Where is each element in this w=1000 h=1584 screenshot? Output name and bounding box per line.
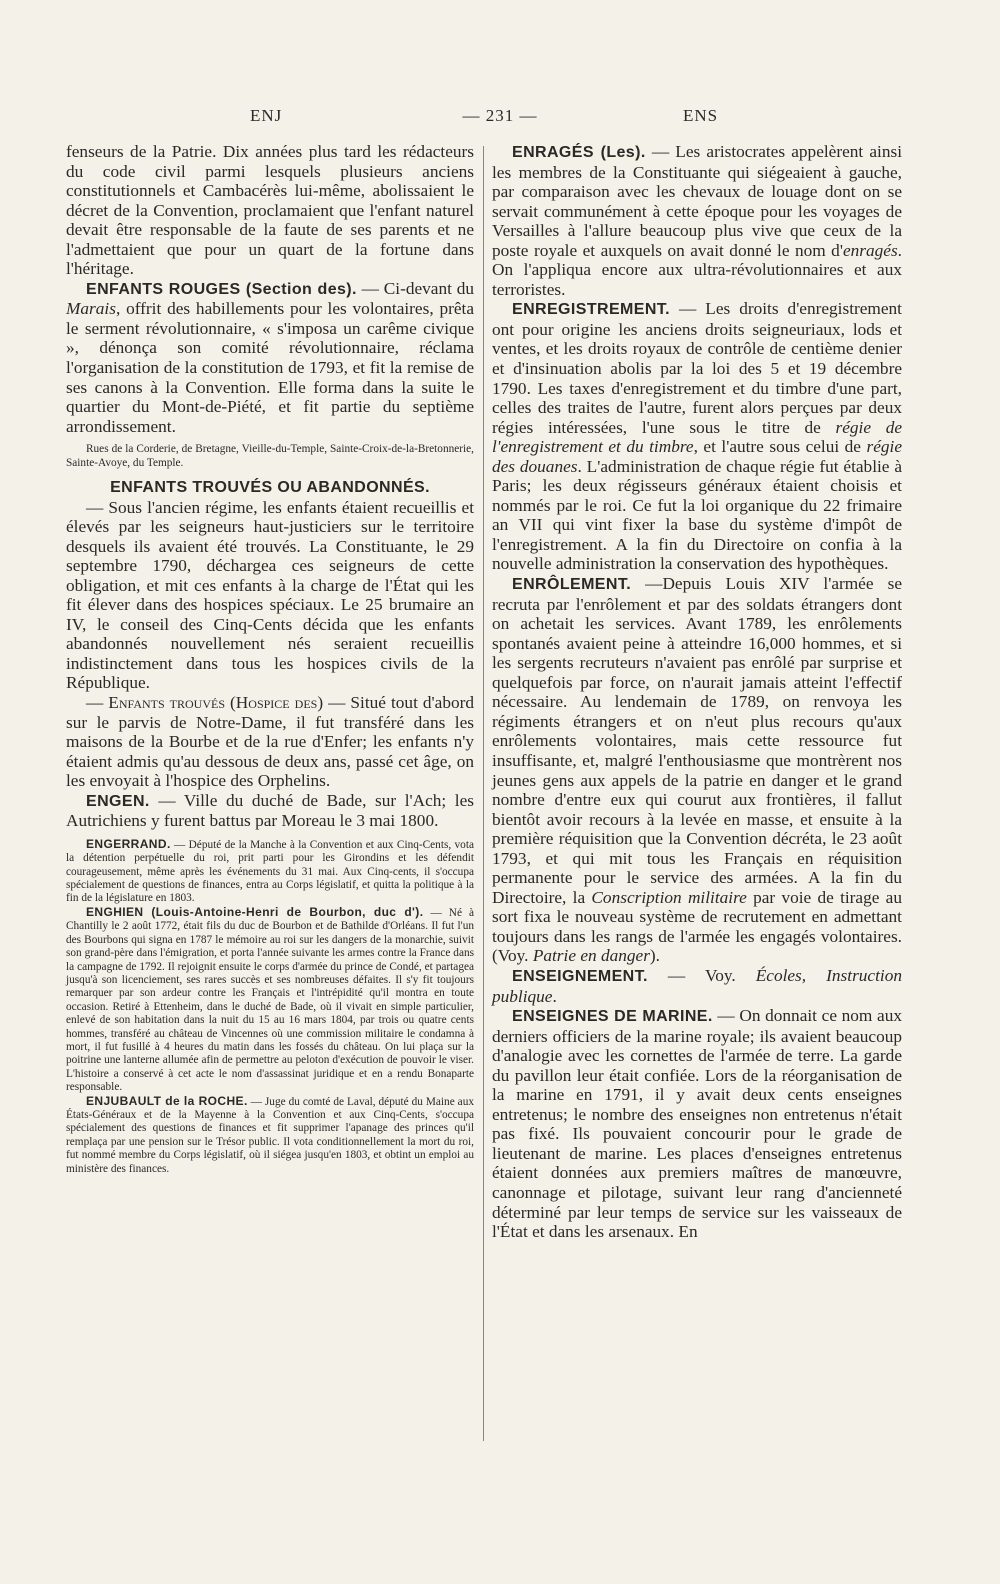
entry-text: ).	[649, 946, 660, 966]
entry-text: , et l'autre sous celui de	[693, 437, 867, 457]
entry-italic: Écoles, Instruction publique	[492, 965, 902, 1006]
running-head-left: ENJ	[250, 106, 283, 125]
entry-heading: ENRÔLEMENT.	[512, 576, 632, 594]
entry-enghien	[66, 906, 474, 1095]
left-column	[66, 142, 474, 1176]
entry-text: , offrit des habillements pour les volontaires, prêta le serment révolutionnaire, « s'imposa un carême civique », dénonça son comité révolutionnaire, réclama l'organisation de la constitution de 1793, et fit la remise de ses canons à la Convention. Elle forma dans la suite le quartier du Mont-de-Piété, et fit partie du septième arrondissement.	[66, 299, 474, 436]
entry-enrolement	[492, 574, 902, 966]
entry-text: — Les aristocrates appelèrent ainsi les membres de la Constituante qui siégeaient à gauche, par comparaison avec les chevaux de louage dont on se servait communément à cette époque pour les voyages de Versailles à l'allure beaucoup plus vive que ceux de la poste royale et auxquels on avait donné le nom d'	[492, 142, 902, 260]
entry-heading: ENJUBAULT de la ROCHE.	[86, 1093, 248, 1108]
entry-text: par voie de tirage au sort fixa le nouveau système de recrutement en admettant toujours dans les rangs de l'armée les engagés volontaires. (Voy.	[492, 887, 902, 966]
entry-text: — Député de la Manche à la Convention et aux Cinq-Cents, vota la détention perpétuelle du roi, prit parti pour les Girondins et les défendit courageusement, même après les événements du 31 mai. Aux Cinq-cents, il s'occupa spécialement de questions de finances, entra au Corps législatif, et quitta la politique à la fin de la législature en 1803.	[66, 838, 474, 905]
entry-title-enfants-trouves: ENFANTS TROUVÉS OU ABANDONNÉS.	[110, 479, 430, 497]
entry-heading: ENFANTS ROUGES (Section des).	[86, 280, 357, 298]
entry-subheading: — Enfants trouvés (Hospice des)	[86, 693, 324, 713]
entry-text: — Les droits d'enregistrement ont pour origine les anciens droits seigneuriaux, lods et ventes, et les droits royaux de contrôle de centième denier et d'insinuation abolis par la loi des 5 et 19 décembre 1790. Les taxes d'enregistrement et du timbre d'une part, celles des traites de l'autre, furent alors perçues par deux régies intéressées, l'une sous le titre de	[492, 299, 902, 437]
entry-hospice	[66, 693, 474, 791]
entry-italic: enragés	[842, 240, 898, 260]
entry-text: —Depuis Louis XIV l'armée se recruta par l'enrôlement et par des soldats étrangers dont on achetait les services. Avant 1789, les enrôlements spontanés avaient peine à atteindre 16,000 hommes, et si les sergents recruteurs n'avaient pas enrôlé par surprise et quelquefois par force, on n'aurait jamais atteint l'effectif nécessaire. Au lendemain de 1789, on renvoya les régiments étrangers et on n'eut plus recours qu'aux enrôlements volontaires, mais cette ressource fut insuffisante, et, malgré l'enthousiasme que montrèrent nos jeunes gens aux appels de la patrie en danger et le grand nombre d'entre eux qui courut aux frontières, il fallut bientôt avoir recours à la levée en masse, et ensuite à la première réquisition que la Convention décréta, le 23 août 1793, et qui mit tous les Français en réquisition permanente pour le service des armées. A la fin du Directoire, la	[492, 574, 902, 907]
entry-enfants-trouves: — Sous l'ancien régime, les enfants étaient recueillis et élevés par les seigneurs haut-justiciers sur le territoire desquels ils avaient été trouvés. La Constituante, le 29 septembre 1790, déchargea ces seigneurs de cette obligation, et mit ces enfants à la charge de l'État qui les fit élever dans des hospices spéciaux. Le 25 brumaire an IV, le conseil des Cinq-Cents décida que les enfants abandonnés nouvellement nés seraient recueillis indistinctement dans tous les hospices civils de la République.	[66, 497, 474, 693]
entry-text: — Voy.	[647, 965, 756, 985]
entry-enrages	[492, 142, 902, 299]
entry-italic: régie des douanes	[492, 437, 902, 476]
entry-heading: ENREGISTREMENT.	[512, 301, 671, 319]
page-number: — 231 —	[462, 106, 538, 125]
entry-text: . On l'appliqua encore aux ultra-révolutionnaires et aux terroristes.	[492, 240, 902, 299]
entry-italic: Marais	[66, 299, 116, 319]
right-column	[492, 142, 902, 1242]
entry-text: — On donnait ce nom aux derniers officiers de la marine royale; ils avaient beaucoup d'analogie avec les cornettes de l'armée de terre. La garde du pavillon leur était confiée. Lors de la réorganisation de la marine en 1791, il y avait deux cents enseignes entretenus; le nombre des enseignes non entretenus n'était pas fixé. Ils pouvaient concourir pour le grade de lieutenant de marine. Les places d'enseignes entretenus étaient données aux premiers maîtres de manœuvre, canonnage et pilotage, suivant leur rang d'ancienneté déterminé par leur temps de service sur les vaisseaux de l'État et dans les arsenaux. En	[492, 1006, 902, 1242]
entry-italic: Patrie en danger	[532, 946, 650, 966]
entry-heading: ENSEIGNES DE MARINE.	[512, 1008, 713, 1026]
entry-italic: régie de l'enregistrement et du timbre	[492, 417, 903, 457]
entry-enseignement	[492, 966, 902, 1006]
entry-enjubault	[66, 1095, 474, 1176]
entry-heading: ENRAGÉS (Les).	[512, 144, 646, 161]
entry-note: Rues de la Corderie, de Bretagne, Vieille-du-Temple, Sainte-Croix-de-la-Bretonnerie, Sainte-Avoye, du Temple.	[66, 443, 474, 469]
entry-text: — Ci-devant du	[356, 278, 474, 298]
running-head-right: ENS	[683, 106, 719, 125]
entry-engerrand	[66, 838, 474, 906]
entry-enregistrement	[492, 299, 902, 574]
entry-engen	[66, 791, 474, 831]
column-divider	[483, 146, 484, 1441]
entry-enfants-rouges	[66, 279, 474, 436]
entry-continuation: fenseurs de la Patrie. Dix années plus tard les rédacteurs du code civil parmi lesquels plusieurs anciens constitutionnels et Cambacérès lui-même, abolissaient le décret de la Convention, proclamaient que l'enfant naturel devait être responsable de la faute de ses parents et ne l'admettaient que pour un quart de la fortune dans l'héritage.	[66, 142, 474, 279]
entry-text: — Juge du comté de Laval, député du Maine aux États-Généraux et de la Mayenne à la Convention et aux Cinq-Cents, s'occupa spécialement des questions de finances et fit supprimer l'apanage des princes qu'il remplaça par une pension sur le Trésor public. Il vota conditionnellement la mort du roi, fut nommé membre du Corps législatif, où il siégea jusqu'en 1803, et obtint un emploi au ministère des finances.	[66, 1095, 474, 1175]
entry-heading: ENGEN.	[86, 792, 150, 810]
entry-text: . L'administration de chaque régie fut établie à Paris; les deux régisseurs généraux étaient choisis et nommés par le roi. Ce fut la loi organique du 22 frimaire an VII qui vint fixer la base du système d'impôt de l'enregistrement. A la fin du Directoire on confia à la nouvelle administration la conservation des hypothèques.	[492, 456, 902, 574]
entry-text: — Né à Chantilly le 2 août 1772, était fils du duc de Bourbon et de Bathilde d'Orléans. Il fut l'un des Bourbons qui signa en 1787 le mémoire au roi sur les dangers de la monarchie, suivit son grand-père dans l'émigration, et porta l'année suivante les armes contre la France dans la campagne de 1792. Il rejoignit ensuite le corps d'armée du prince de Condé, et partagea jusqu'à son licenciement, ses rares succès et ses nombreuses défaites. Il s'y fit toujours remarquer par son ardeur contre les Français et l'intrépidité qu'il montra en toute occasion. Retiré à Ettenheim, dans le duché de Bade, où il vivait en simple particulier, enlevé de son habitation dans la nuit du 15 au 16 mars 1804, par trois ou quatre cents hommes, transféré au château de Vincennes où une commission militaire le condamna à mort, il fut fusillé à 4 heures du matin dans les fossés du château. On lui plaça sur la poitrine une lanterne allumée afin de permettre au peloton d'exécution de pouvoir le viser. L'histoire a conservé à cet acte le nom d'assassinat juridique et en a rendu Bonaparte responsable.	[66, 906, 474, 1094]
entry-italic: Conscription militaire	[591, 887, 747, 907]
entry-text: .	[552, 986, 557, 1006]
entry-heading: ENGERRAND.	[86, 836, 171, 851]
entry-heading: ENSEIGNEMENT.	[512, 967, 648, 985]
entry-enseignes	[492, 1006, 902, 1242]
entry-text: — Ville du duché de Bade, sur l'Ach; les Autrichiens y furent battus par Moreau le 3 mai 1800.	[66, 790, 474, 831]
entry-text: — Situé tout d'abord sur le parvis de Notre-Dame, il fut transféré dans les maisons de la Bourbe et de la rue d'Enfer; les enfants n'y étaient admis qu'au dessous de deux ans, passé cet âge, on les envoyait à l'hospice des Orphelins.	[66, 693, 475, 791]
entry-heading: ENGHIEN (Louis-Antoine-Henri de Bourbon, duc d').	[86, 904, 424, 919]
